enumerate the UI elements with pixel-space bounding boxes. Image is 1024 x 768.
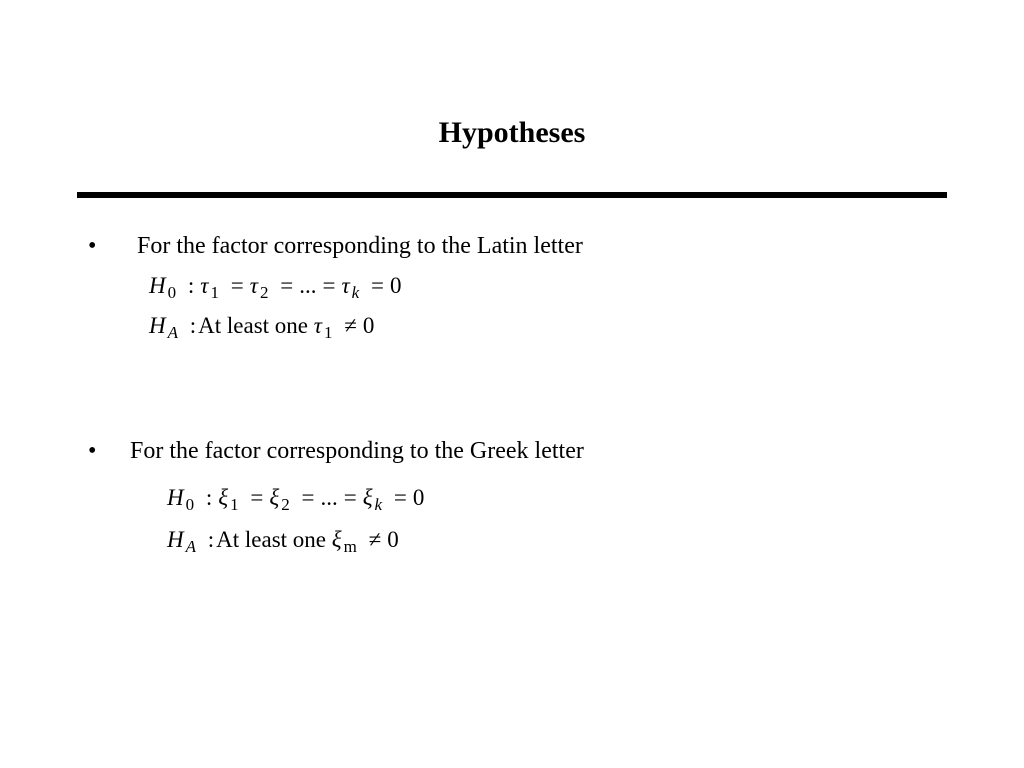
zero: 0 <box>387 527 399 552</box>
null-hypothesis-greek <box>167 484 424 514</box>
xi-symbol: ξ <box>218 485 229 510</box>
title-divider <box>77 192 947 198</box>
equals-sign: = <box>250 485 264 510</box>
equals-sign: = <box>230 273 244 298</box>
subscript: 2 <box>281 495 290 514</box>
alt-hypothesis-greek <box>167 526 399 556</box>
tau-symbol: τ <box>313 313 322 338</box>
at-least-one-text: At least one <box>198 313 309 338</box>
equals-sign: = <box>280 273 294 298</box>
colon: : <box>207 527 215 552</box>
tau-symbol: τ <box>249 273 258 298</box>
bullet-text: For the factor corresponding to the Greek letter <box>130 438 584 464</box>
equals-sign: = <box>301 485 315 510</box>
subscript: k <box>374 495 383 514</box>
ellipsis: ... <box>320 485 338 510</box>
h-subscript: 0 <box>167 283 177 302</box>
h-subscript: 0 <box>185 495 195 514</box>
colon: : <box>187 273 195 298</box>
slide-title: Hypotheses <box>438 116 586 149</box>
equals-sign: = <box>322 273 336 298</box>
subscript: 2 <box>259 283 269 302</box>
h-symbol: H <box>167 485 184 510</box>
zero: 0 <box>362 313 375 338</box>
at-least-one-text: At least one <box>216 527 327 552</box>
alt-hypothesis-latin <box>149 312 374 342</box>
bullet-marker: • <box>88 233 97 259</box>
equals-sign: = <box>393 485 407 510</box>
bullet-text: For the factor corresponding to the Latin letter <box>137 233 583 259</box>
tau-symbol: τ <box>341 273 350 298</box>
zero: 0 <box>412 485 425 510</box>
subscript: k <box>351 283 360 302</box>
not-equal-sign: ≠ <box>344 313 357 338</box>
not-equal-sign: ≠ <box>368 527 382 552</box>
equals-sign: = <box>370 273 384 298</box>
xi-symbol: ξ <box>331 527 342 552</box>
equals-sign: = <box>343 485 357 510</box>
subscript: 1 <box>210 283 219 302</box>
xi-symbol: ξ <box>269 485 280 510</box>
ellipsis: ... <box>299 273 317 298</box>
h-symbol: H <box>149 273 166 298</box>
h-subscript: A <box>185 537 197 556</box>
h-subscript: A <box>167 323 179 342</box>
h-symbol: H <box>149 313 166 338</box>
subscript: 1 <box>324 323 333 342</box>
tau-symbol: τ <box>200 273 209 298</box>
subscript: m <box>343 537 357 556</box>
null-hypothesis-latin <box>149 272 401 302</box>
subscript: 1 <box>230 495 239 514</box>
colon: : <box>189 313 197 338</box>
colon: : <box>205 485 213 510</box>
bullet-marker: • <box>88 438 97 464</box>
h-symbol: H <box>167 527 184 552</box>
xi-symbol: ξ <box>362 485 373 510</box>
zero: 0 <box>389 273 402 298</box>
